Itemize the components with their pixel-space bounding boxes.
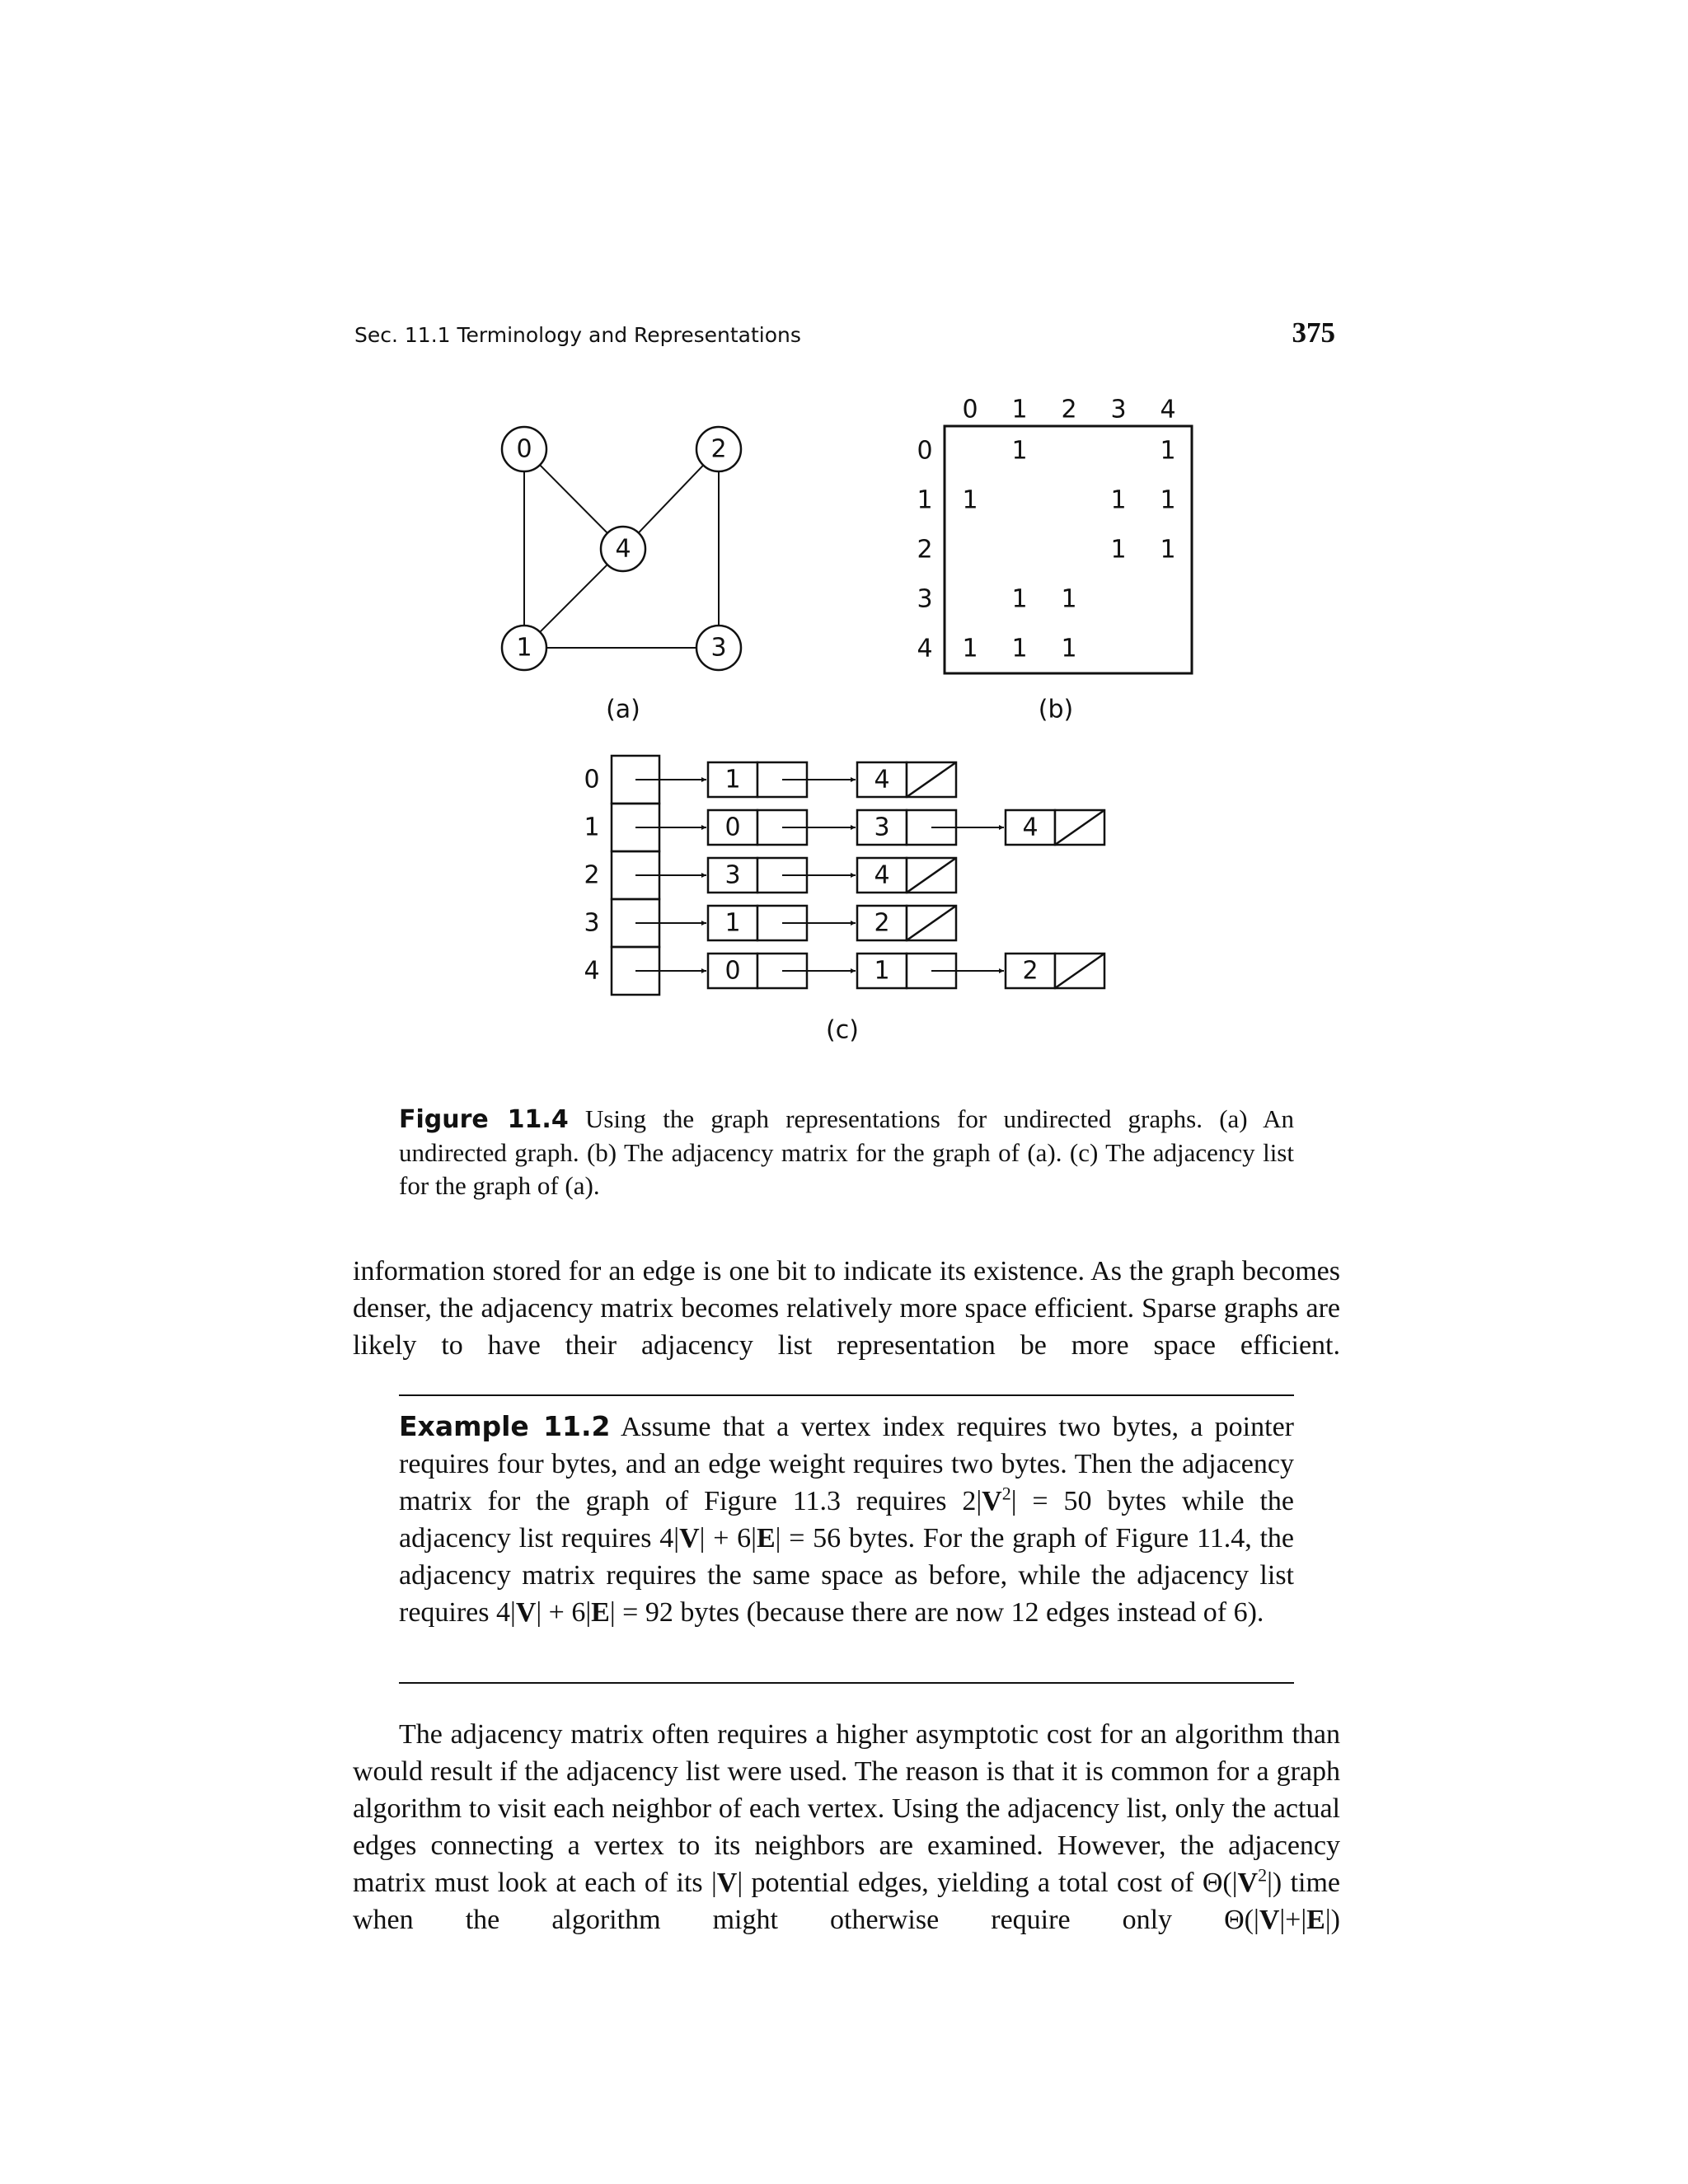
matrix-row-header: 1 [917, 485, 933, 515]
symbol-v: V [679, 1523, 700, 1554]
symbol-v: V [515, 1597, 537, 1628]
example-text: | = 50 bytes while the adjacency list requires 4| [399, 1486, 1294, 1554]
symbol-v: V [1237, 1868, 1259, 1898]
list-row-header: 3 [584, 908, 600, 938]
matrix-col-header: 2 [1061, 395, 1077, 424]
matrix-cell: 1 [1160, 535, 1176, 565]
paragraph-text: | potential edges, yielding a total cost of Θ(| [737, 1868, 1238, 1898]
list-node-value: 0 [724, 956, 741, 986]
graph-edge-2-4 [639, 465, 704, 532]
list-node-value: 4 [874, 860, 890, 890]
paragraph-text: |) time when the algorithm might otherwise require only Θ(| [353, 1868, 1340, 1935]
example-text: | + 6| [699, 1523, 757, 1554]
example-text: | = 92 bytes (because there are now 12 edges instead of 6). [609, 1597, 1264, 1628]
matrix-cell: 1 [1110, 485, 1127, 515]
matrix-col-header: 1 [1011, 395, 1028, 424]
caption-label: Figure 11.4 [399, 1105, 569, 1134]
graph-node-label: 4 [615, 534, 631, 564]
list-node-value: 4 [1022, 813, 1039, 842]
example-text: Assume that a vertex index requires two bytes, a pointer requires four bytes, and an edge weight requires two bytes. Then the adjacency matrix for the graph of Figure 11.3 requires 2| [399, 1412, 1294, 1516]
symbol-e: E [591, 1597, 610, 1628]
page-number: 375 [1292, 316, 1335, 349]
running-header: Sec. 11.1 Terminology and Representations [354, 323, 801, 347]
matrix-cell: 1 [1160, 436, 1176, 466]
list-node-value: 1 [724, 765, 741, 794]
symbol-v: V [716, 1868, 738, 1898]
symbol-v: V [982, 1486, 1002, 1516]
graph-node-label: 3 [710, 633, 727, 663]
superscript: 2 [1001, 1483, 1011, 1504]
list-node-value: 3 [724, 860, 741, 890]
graph-edge-0-4 [540, 465, 607, 533]
paragraph-text: |) [1325, 1905, 1340, 1935]
matrix-cell: 1 [1061, 634, 1077, 663]
adjacency-matrix [917, 396, 1192, 724]
paragraph-asymptotic-cost [353, 1716, 1340, 1938]
matrix-cell: 1 [1011, 584, 1028, 614]
example-text: | = 56 bytes. For the graph of Figure 11.4, the adjacency matrix requires the same space as before, while the adjacency list requires 4| [399, 1523, 1294, 1628]
example-bottom-rule [399, 1682, 1294, 1684]
matrix-cell: 1 [1011, 634, 1028, 663]
adjacency-list [584, 756, 1104, 1045]
matrix-row-header: 0 [917, 436, 933, 466]
list-node-value: 3 [874, 813, 890, 842]
figure-caption [399, 1103, 1294, 1202]
example-11-2 [399, 1408, 1294, 1631]
superscript: 2 [1258, 1864, 1268, 1886]
symbol-e: E [756, 1523, 776, 1554]
graph-node-label: 2 [710, 434, 727, 464]
example-top-rule [399, 1394, 1294, 1396]
graph-node-label: 1 [516, 633, 532, 663]
matrix-cell: 1 [1011, 436, 1028, 466]
panel-label-c: (c) [826, 1015, 859, 1045]
paragraph-text: The adjacency matrix often requires a higher asymptotic cost for an algorithm than would result if the adjacency list were used. The reason is that it is common for a graph algorithm to visit each neighbor of each vertex. Using the adjacency list, only the actual edges connecting a vertex to its neighbors are examined. However, the adjacency matrix must look at each of its | [353, 1719, 1340, 1898]
paragraph-space-efficiency: information stored for an edge is one bit to indicate its existence. As the graph becomes denser, the adjacency matrix becomes relatively more space efficient. Sparse graphs are likely to have their adjacency list representation be more space efficient. [353, 1256, 1340, 1361]
list-node-value: 1 [874, 956, 890, 986]
paragraph-text: |+| [1279, 1905, 1307, 1935]
list-node-value: 2 [1022, 956, 1039, 986]
matrix-row-header: 4 [917, 634, 933, 663]
list-row-header: 4 [584, 956, 600, 986]
matrix-row-header: 2 [917, 535, 933, 565]
panel-label-a: (a) [606, 695, 640, 724]
example-text: | + 6| [536, 1597, 592, 1628]
caption-text: Using the graph representations for undirected graphs. (a) An undirected graph. (b) The adjacency matrix for the graph of (a). (c) The adjacency list for the graph of (a). [399, 1104, 1295, 1200]
symbol-e: E [1306, 1905, 1325, 1935]
matrix-cell: 1 [1061, 584, 1077, 614]
panel-label-b: (b) [1038, 695, 1074, 724]
list-node-value: 0 [724, 813, 741, 842]
matrix-col-header: 0 [962, 395, 978, 424]
symbol-v: V [1259, 1905, 1280, 1935]
matrix-col-header: 4 [1160, 395, 1176, 424]
graph-edge-1-4 [540, 565, 607, 632]
matrix-cell: 1 [962, 485, 978, 515]
matrix-cell: 1 [1110, 535, 1127, 565]
list-row-header: 2 [584, 860, 600, 890]
list-node-value: 4 [874, 765, 890, 794]
matrix-row-header: 3 [917, 584, 933, 614]
example-label: Example 11.2 [399, 1410, 611, 1442]
matrix-cell: 1 [1160, 485, 1176, 515]
list-node-value: 2 [874, 908, 890, 938]
list-row-header: 0 [584, 765, 600, 794]
matrix-cell: 1 [962, 634, 978, 663]
matrix-col-header: 3 [1110, 395, 1127, 424]
list-node-value: 1 [724, 908, 741, 938]
graph-node-label: 0 [516, 434, 532, 464]
list-row-header: 1 [584, 813, 600, 842]
undirected-graph [502, 427, 741, 724]
